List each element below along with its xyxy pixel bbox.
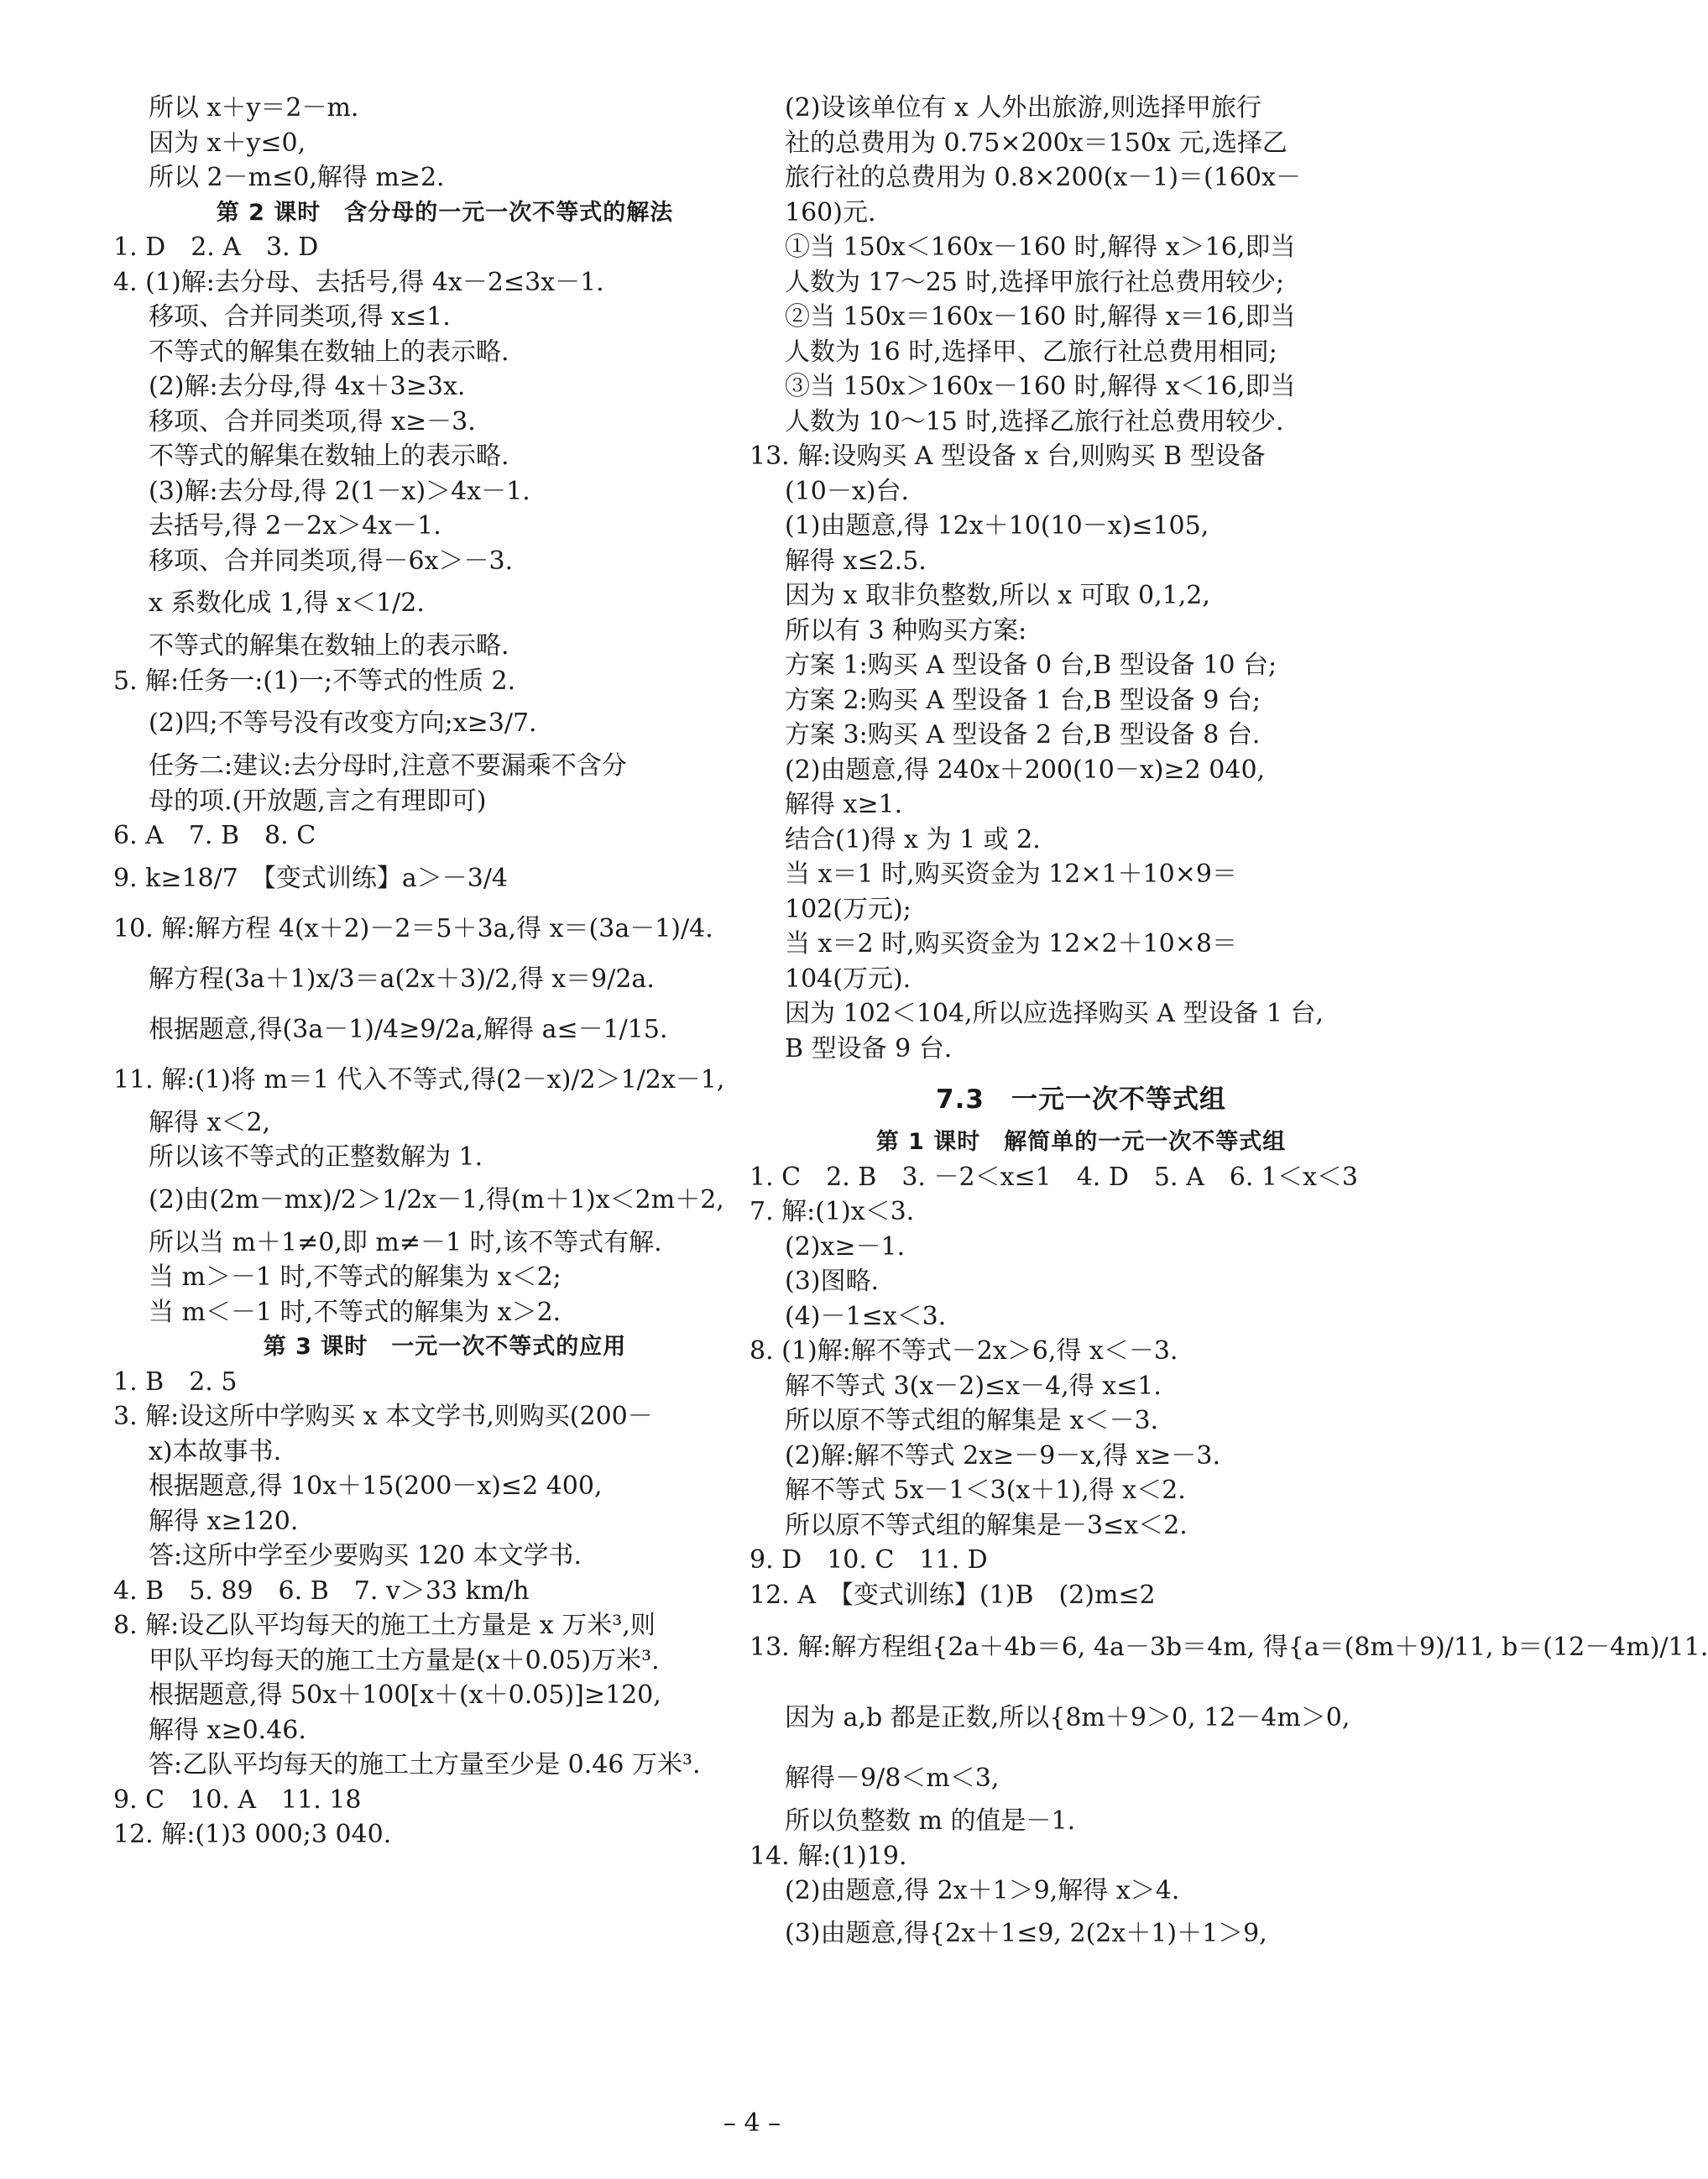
answer-line: 104(万元).	[785, 964, 911, 994]
answer-line: 所以原不等式组的解集是 x＜－3.	[785, 1406, 1159, 1435]
answer-line: 所以该不等式的正整数解为 1.	[149, 1142, 483, 1172]
answer-line: 人数为 17～25 时,选择甲旅行社总费用较少;	[785, 267, 1285, 297]
answer-line: (3)图略.	[785, 1267, 880, 1296]
section-heading: 7.3 一元一次不等式组	[936, 1084, 1226, 1115]
answer-line: 解得－9/8＜m＜3,	[785, 1764, 1000, 1793]
answer-line: 解不等式 3(x－2)≤x－4,得 x≤1.	[785, 1371, 1162, 1401]
answer-line: 解得 x≥120.	[149, 1506, 299, 1536]
answer-line: (2)x≥－1.	[785, 1231, 906, 1262]
answer-item: 1. C 2. B 3. －2＜x≤1 4. D 5. A 6. 1＜x＜3	[750, 1162, 1358, 1192]
answer-line: 答:乙队平均每天的施工土方量至少是 0.46 万米³.	[149, 1750, 701, 1779]
answer-line: 102(万元);	[785, 894, 911, 924]
answer-line: 不等式的解集在数轴上的表示略.	[149, 442, 509, 471]
answer-line: (2)由题意,得 240x＋200(10－x)≥2 040,	[785, 755, 1266, 785]
answer-item: 13. 解:设购买 A 型设备 x 台,则购买 B 型设备	[750, 442, 1266, 471]
answer-line: 根据题意,得(3a－1)/4≥9/2a,解得 a≤－1/15.	[149, 1014, 668, 1044]
section-heading: 第 3 课时 一元一次不等式的应用	[263, 1334, 627, 1360]
answer-line: ②当 150x＝160x－160 时,解得 x＝16,即当	[785, 302, 1296, 332]
answer-line: 解得 x≤2.5.	[785, 546, 927, 576]
answer-line: 结合(1)得 x 为 1 或 2.	[785, 824, 1041, 854]
answer-line: 解不等式 5x－1＜3(x＋1),得 x＜2.	[785, 1476, 1186, 1505]
section-heading: 第 2 课时 含分母的一元一次不等式的解法	[216, 199, 674, 226]
answer-line: 所以负整数 m 的值是－1.	[785, 1806, 1076, 1836]
answer-item: 12. A 【变式训练】(1)B (2)m≤2	[750, 1580, 1156, 1610]
answer-item: 9. k≥18/7 【变式训练】a＞－3/4	[113, 863, 509, 893]
answer-line: 答:这所中学至少要购买 120 本文学书.	[149, 1541, 582, 1570]
answer-line: 因为 x 取非负整数,所以 x 可取 0,1,2,	[785, 581, 1210, 610]
answer-line: 所以当 m＋1≠0,即 m≠－1 时,该不等式有解.	[149, 1227, 662, 1257]
answer-line: 移项、合并同类项,得 x≤1.	[149, 302, 451, 332]
answer-line: 因为 102＜104,所以应选择购买 A 型设备 1 台,	[785, 999, 1324, 1028]
answer-line: 方案 3:购买 A 型设备 2 台,B 型设备 8 台.	[785, 720, 1261, 750]
answer-item: 11. 解:(1)将 m＝1 代入不等式,得(2－x)/2＞1/2x－1,	[113, 1064, 725, 1095]
answer-line: 旅行社的总费用为 0.8×200(x－1)＝(160x－	[785, 163, 1301, 192]
answer-line: 任务二:建议:去分母时,注意不要漏乘不含分	[149, 751, 627, 781]
answer-item: 8. (1)解:解不等式－2x＞6,得 x＜－3.	[750, 1336, 1178, 1366]
answer-line: B 型设备 9 台.	[785, 1033, 953, 1063]
answer-line: 不等式的解集在数轴上的表示略.	[149, 631, 509, 661]
answer-item: 5. 解:任务一:(1)一;不等式的性质 2.	[113, 666, 516, 696]
answer-item: 4. (1)解:去分母、去括号,得 4x－2≤3x－1.	[113, 267, 604, 297]
answer-line: ③当 150x＞160x－160 时,解得 x＜16,即当	[785, 372, 1296, 401]
answer-line: 移项、合并同类项,得－6x＞－3.	[149, 546, 514, 576]
answer-line: 人数为 10～15 时,选择乙旅行社总费用较少.	[785, 406, 1284, 436]
answer-line: (2)四;不等号没有改变方向;x≥3/7.	[149, 708, 537, 738]
answer-line: x 系数化成 1,得 x＜1/2.	[149, 588, 425, 618]
answer-line: 方案 2:购买 A 型设备 1 台,B 型设备 9 台;	[785, 685, 1261, 715]
right-column	[750, 91, 1708, 1959]
answer-item: 10. 解:解方程 4(x＋2)－2＝5＋3a,得 x＝(3a－1)/4.	[113, 913, 713, 943]
answer-line: 当 m＞－1 时,不等式的解集为 x＜2;	[149, 1262, 561, 1292]
answer-line: (10－x)台.	[785, 476, 910, 506]
answer-item: 9. C 10. A 11. 18	[113, 1784, 362, 1815]
answer-line: (2)由(2m－mx)/2＞1/2x－1,得(m＋1)x＜2m＋2,	[149, 1184, 724, 1215]
answer-line: 所以原不等式组的解集是－3≤x＜2.	[785, 1510, 1188, 1540]
left-column	[113, 91, 776, 1852]
answer-line: 去括号,得 2－2x＞4x－1.	[149, 511, 441, 541]
answer-line: 解方程(3a＋1)x/3＝a(2x＋3)/2,得 x＝9/2a.	[149, 964, 655, 994]
answer-line: 因为 x＋y≤0,	[149, 128, 306, 158]
answer-item: 8. 解:设乙队平均每天的施工土方量是 x 万米³,则	[113, 1611, 656, 1640]
answer-line: (2)解:解不等式 2x≥－9－x,得 x≥－3.	[785, 1440, 1221, 1471]
answer-item: 1. D 2. A 3. D	[113, 233, 319, 262]
answer-line: (3)解:去分母,得 2(1－x)＞4x－1.	[149, 476, 530, 506]
answer-line: 母的项.(开放题,言之有理即可)	[149, 786, 487, 816]
answer-item: 4. B 5. 89 6. B 7. v＞33 km/h	[113, 1575, 530, 1606]
answer-line: 甲队平均每天的施工土方量是(x＋0.05)万米³.	[149, 1645, 660, 1675]
answer-line: 所以 x＋y＝2－m.	[149, 93, 359, 123]
answer-line: 人数为 16 时,选择甲、乙旅行社总费用相同;	[785, 337, 1277, 367]
answer-line: 当 m＜－1 时,不等式的解集为 x＞2.	[149, 1297, 561, 1327]
answer-line: ①当 150x＜160x－160 时,解得 x＞16,即当	[785, 233, 1296, 262]
answer-line: 解得 x＜2,	[149, 1107, 271, 1137]
answer-line: 因为 a,b 都是正数,所以{8m＋9＞0, 12－4m＞0,	[785, 1703, 1350, 1732]
page-number: – 4 –	[723, 2108, 781, 2138]
answer-item: 7. 解:(1)x＜3.	[750, 1197, 915, 1226]
answer-line: 根据题意,得 50x＋100[x＋(x＋0.05)]≥120,	[149, 1680, 661, 1710]
answer-line: (3)由题意,得{2x＋1≤9, 2(2x＋1)＋1＞9,	[785, 1918, 1267, 1948]
answer-line: 方案 1:购买 A 型设备 0 台,B 型设备 10 台;	[785, 651, 1277, 680]
answer-line: 解得 x≥1.	[785, 790, 903, 819]
answer-item: 6. A 7. B 8. C	[113, 821, 316, 850]
answer-line: (2)设该单位有 x 人外出旅游,则选择甲旅行	[785, 93, 1262, 123]
answer-line: (2)解:去分母,得 4x＋3≥3x.	[149, 372, 466, 401]
answer-line: (2)由题意,得 2x＋1＞9,解得 x＞4.	[785, 1876, 1180, 1905]
answer-line: 社的总费用为 0.75×200x＝150x 元,选择乙	[785, 128, 1288, 158]
answer-line: x)本故事书.	[149, 1436, 282, 1466]
answer-line: 所以有 3 种购买方案:	[785, 615, 1027, 645]
answer-line: 移项、合并同类项,得 x≥－3.	[149, 406, 476, 436]
answer-item: 9. D 10. C 11. D	[750, 1545, 988, 1575]
answer-item: 1. B 2. 5	[113, 1366, 238, 1397]
answer-item: 3. 解:设这所中学购买 x 本文学书,则购买(200－	[113, 1402, 653, 1431]
answer-item: 14. 解:(1)19.	[750, 1841, 907, 1871]
answer-line: 解得 x≥0.46.	[149, 1715, 306, 1745]
answer-line: (1)由题意,得 12x＋10(10－x)≤105,	[785, 511, 1209, 541]
answer-line: 根据题意,得 10x＋15(200－x)≤2 400,	[149, 1471, 603, 1501]
answer-line: 当 x＝1 时,购买资金为 12×1＋10×9＝	[785, 860, 1237, 889]
answer-item: 13. 解:解方程组{2a＋4b＝6, 4a－3b＝4m, 得{a＝(8m＋9)/11, b＝(12－4m)/11.	[750, 1633, 1708, 1662]
answer-line: 不等式的解集在数轴上的表示略.	[149, 337, 509, 367]
answer-line: 160)元.	[785, 197, 876, 227]
answer-line: 所以 2－m≤0,解得 m≥2.	[149, 163, 445, 192]
answer-line: 当 x＝2 时,购买资金为 12×2＋10×8＝	[785, 929, 1237, 959]
answer-item: 12. 解:(1)3 000;3 040.	[113, 1820, 392, 1849]
answer-line: (4)－1≤x＜3.	[785, 1301, 947, 1331]
section-heading: 第 1 课时 解简单的一元一次不等式组	[875, 1129, 1287, 1155]
